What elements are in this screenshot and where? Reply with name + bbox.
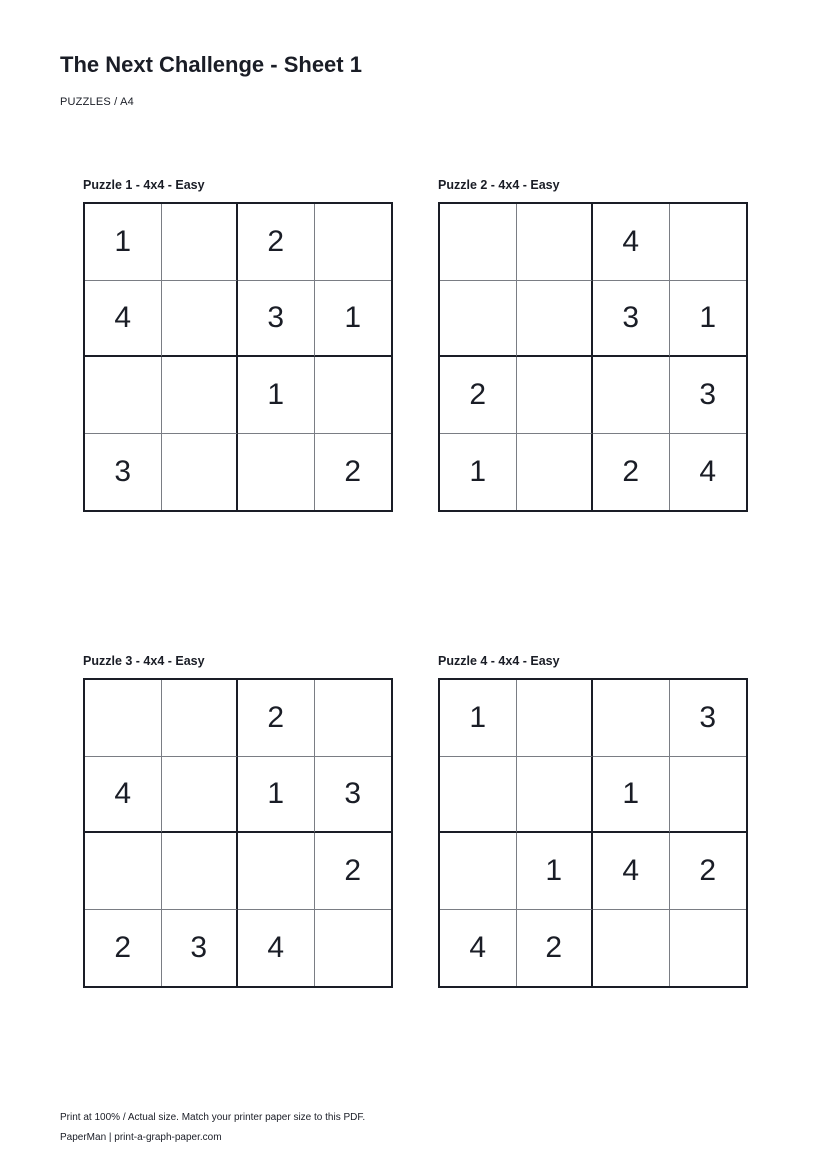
puzzle-cell: 1 (85, 204, 162, 281)
puzzle-cell (517, 357, 594, 434)
puzzle-cell (315, 357, 392, 434)
puzzle-grid (83, 202, 393, 512)
puzzle-cell: 1 (238, 357, 315, 434)
puzzle-cell (593, 357, 670, 434)
puzzle-cell (85, 833, 162, 910)
puzzle-grid (83, 678, 393, 988)
puzzle-cell (315, 204, 392, 281)
puzzle-cell: 1 (315, 281, 392, 358)
print-note: Print at 100% / Actual size. Match your printer paper size to this PDF. (60, 1112, 366, 1123)
puzzle-cell: 1 (517, 833, 594, 910)
puzzle-cell: 2 (315, 833, 392, 910)
puzzle-cell: 2 (670, 833, 747, 910)
puzzle-cell (440, 757, 517, 834)
puzzle-cell: 1 (440, 680, 517, 757)
puzzle-cell (162, 833, 239, 910)
puzzle-cell: 3 (238, 281, 315, 358)
puzzle-cell: 2 (238, 680, 315, 757)
puzzle-cell (315, 680, 392, 757)
puzzle-cell (670, 204, 747, 281)
puzzle-cell (238, 434, 315, 511)
puzzle-cell: 3 (670, 680, 747, 757)
puzzle-cell (440, 833, 517, 910)
puzzle-label: Puzzle 2 - 4x4 - Easy (438, 178, 560, 192)
puzzle-cell (593, 680, 670, 757)
puzzle-cell: 4 (85, 757, 162, 834)
puzzle-cell (238, 833, 315, 910)
puzzle-cell: 3 (315, 757, 392, 834)
page-title: The Next Challenge - Sheet 1 (60, 52, 362, 77)
puzzle-label: Puzzle 3 - 4x4 - Easy (83, 654, 205, 668)
puzzle-cell: 1 (670, 281, 747, 358)
puzzle-cell (85, 357, 162, 434)
puzzle-cell: 4 (85, 281, 162, 358)
puzzle-cell (593, 910, 670, 987)
puzzle-cell (670, 910, 747, 987)
puzzle-label: Puzzle 1 - 4x4 - Easy (83, 178, 205, 192)
puzzle-cell: 4 (440, 910, 517, 987)
puzzle-cell (517, 757, 594, 834)
puzzle-cell (85, 680, 162, 757)
puzzle-cell: 4 (699, 454, 717, 488)
puzzle-cell: 4 (593, 204, 670, 281)
puzzle-cell (162, 757, 239, 834)
puzzle-cell (517, 434, 594, 511)
puzzle-cell (440, 204, 517, 281)
puzzle-cell (315, 910, 392, 987)
puzzle-cell: 4 (238, 910, 315, 987)
puzzle-cell (162, 680, 239, 757)
puzzle-grid (438, 202, 748, 512)
credit-line: PaperMan | print-a-graph-paper.com (60, 1132, 222, 1143)
puzzle-cell (162, 434, 239, 511)
puzzle-cell (162, 204, 239, 281)
puzzle-cell (162, 281, 239, 358)
puzzle-cell: 1 (593, 757, 670, 834)
puzzle-cell: 1 (440, 434, 517, 511)
puzzle-cell: 3 (670, 357, 747, 434)
puzzle-cell: 2 (593, 434, 670, 511)
puzzle-cell (517, 204, 594, 281)
puzzle-cell: 3 (593, 281, 670, 358)
puzzle-cell (517, 680, 594, 757)
puzzle-cell: 3 (85, 434, 162, 511)
puzzle-cell: 3 (162, 910, 239, 987)
puzzle-cell: 2 (517, 910, 594, 987)
puzzle-cell: 2 (85, 910, 162, 987)
puzzle-cell (162, 357, 239, 434)
page-subtitle: PUZZLES / A4 (60, 96, 134, 108)
puzzle-grid (438, 678, 748, 988)
puzzle-cell (670, 757, 747, 834)
puzzle-cell: 4 (593, 833, 670, 910)
puzzle-label: Puzzle 4 - 4x4 - Easy (438, 654, 560, 668)
puzzle-cell: 1 (238, 757, 315, 834)
puzzle-cell (517, 281, 594, 358)
puzzle-cell: 2 (238, 204, 315, 281)
puzzle-cell (440, 281, 517, 358)
puzzle-cell: 2 (440, 357, 517, 434)
puzzle-cell: 2 (344, 454, 362, 488)
